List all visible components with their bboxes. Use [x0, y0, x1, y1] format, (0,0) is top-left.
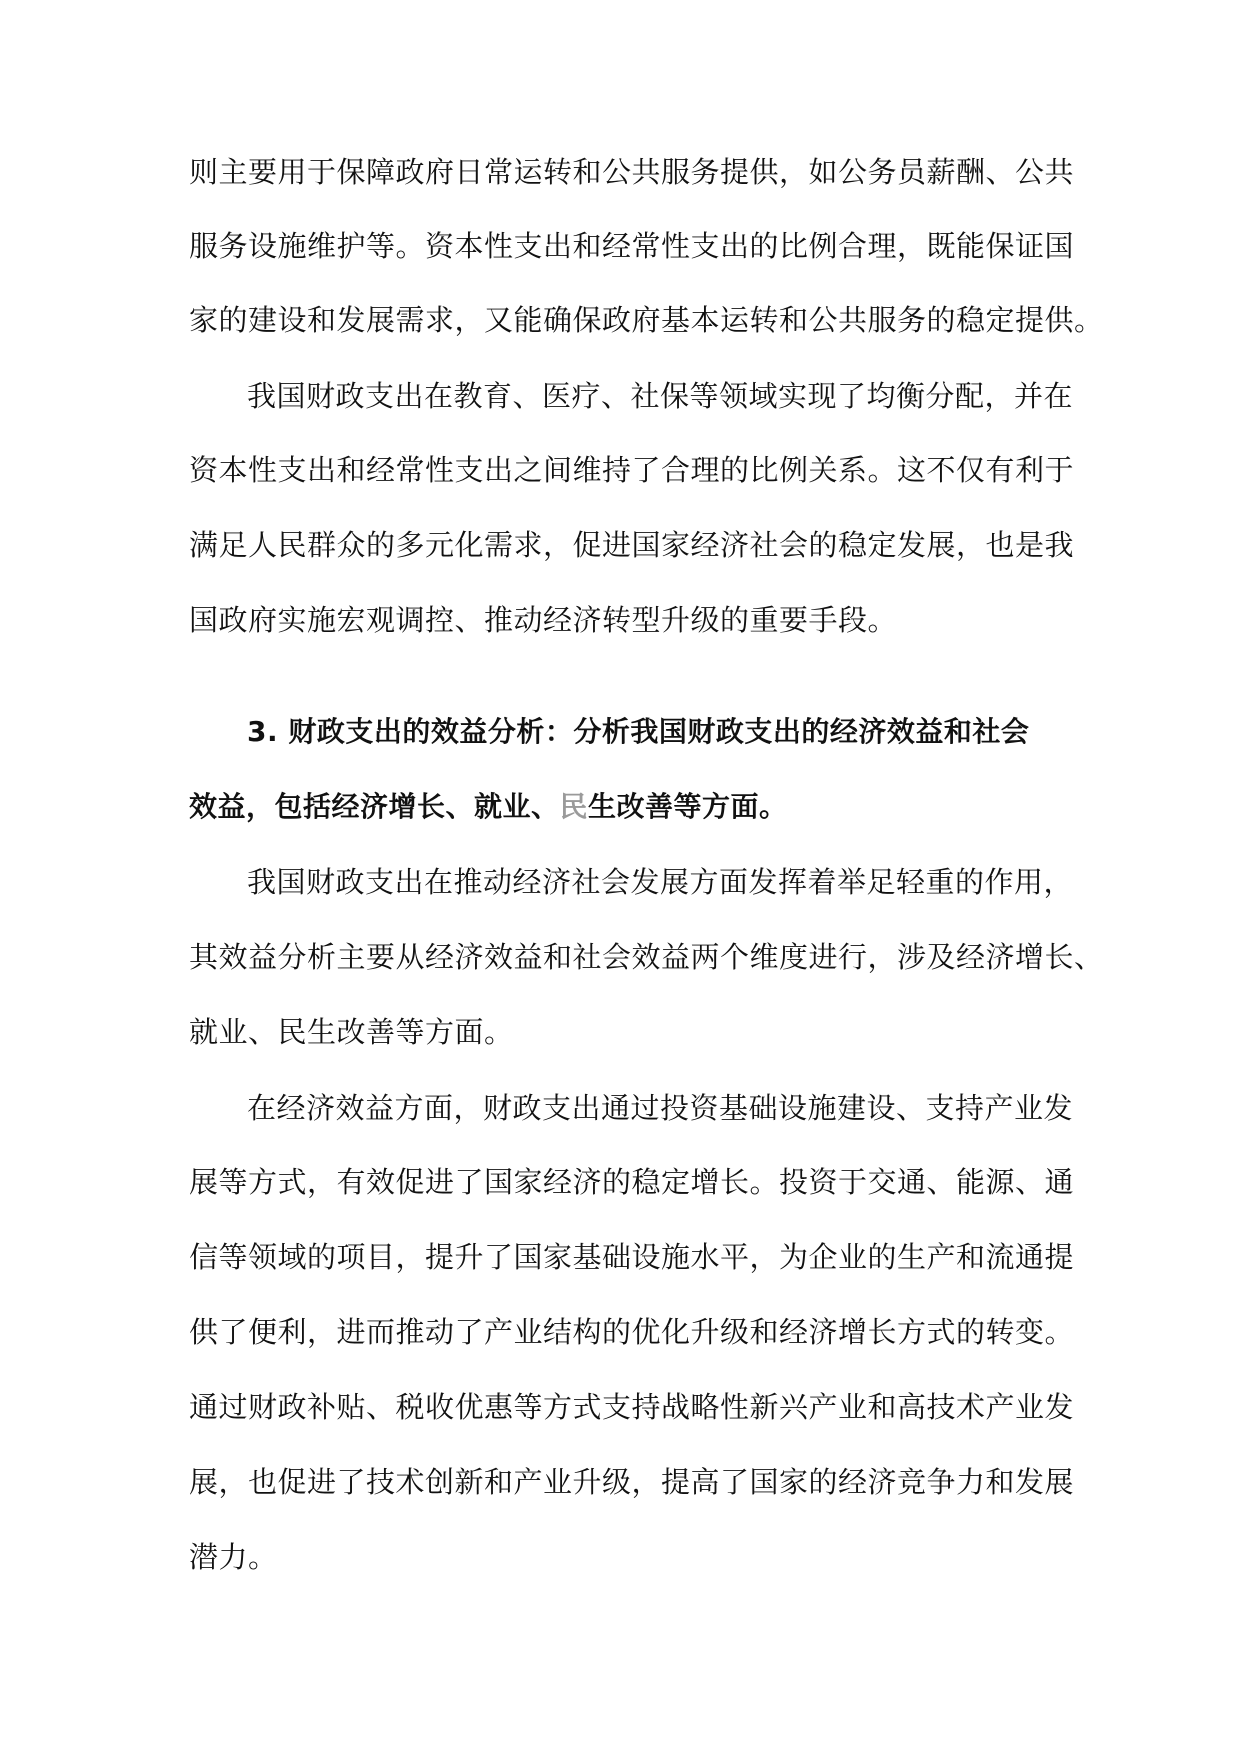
paragraph-1-line-1: 则主要用于保障政府日常运转和公共服务提供，如公务员薪酬、公共: [189, 155, 1075, 189]
paragraph-3-line-2: 其效益分析主要从经济效益和社会效益两个维度进行，涉及经济增长、: [189, 940, 1104, 974]
paragraph-4-line-3: 信等领域的项目，提升了国家基础设施水平，为企业的生产和流通提: [189, 1240, 1075, 1274]
paragraph-2-line-4: 国政府实施宏观调控、推动经济转型升级的重要手段。: [189, 603, 898, 637]
paragraph-4-line-7: 潜力。: [189, 1540, 278, 1574]
paragraph-4-line-1: 在经济效益方面，财政支出通过投资基础设施建设、支持产业发: [247, 1091, 1074, 1125]
paragraph-1-line-3: 家的建设和发展需求，又能确保政府基本运转和公共服务的稳定提供。: [189, 303, 1104, 337]
section-heading-faint-char: 民: [559, 790, 589, 823]
paragraph-4-line-2: 展等方式，有效促进了国家经济的稳定增长。投资于交通、能源、通: [189, 1165, 1075, 1199]
section-heading-line-2: [189, 787, 788, 827]
paragraph-2-line-3: 满足人民群众的多元化需求，促进国家经济社会的稳定发展，也是我: [189, 528, 1075, 562]
paragraph-3-line-1: 我国财政支出在推动经济社会发展方面发挥着举足轻重的作用，: [247, 865, 1074, 899]
section-heading-part-b: 生改善等方面。: [588, 790, 788, 823]
paragraph-4-line-5: 通过财政补贴、税收优惠等方式支持战略性新兴产业和高技术产业发: [189, 1390, 1075, 1424]
paragraph-4-line-4: 供了便利，进而推动了产业结构的优化升级和经济增长方式的转变。: [189, 1315, 1075, 1349]
section-heading-line-1: 3. 财政支出的效益分析：分析我国财政支出的经济效益和社会: [247, 715, 1030, 748]
paragraph-1-line-2: 服务设施维护等。资本性支出和经常性支出的比例合理，既能保证国: [189, 229, 1075, 263]
paragraph-4-line-6: 展，也促进了技术创新和产业升级，提高了国家的经济竞争力和发展: [189, 1465, 1075, 1499]
paragraph-2-line-1: 我国财政支出在教育、医疗、社保等领域实现了均衡分配，并在: [247, 379, 1074, 413]
section-heading-part-a: 效益，包括经济增长、就业、: [189, 790, 560, 823]
paragraph-2-line-2: 资本性支出和经常性支出之间维持了合理的比例关系。这不仅有利于: [189, 453, 1075, 487]
paragraph-3-line-3: 就业、民生改善等方面。: [189, 1015, 514, 1049]
